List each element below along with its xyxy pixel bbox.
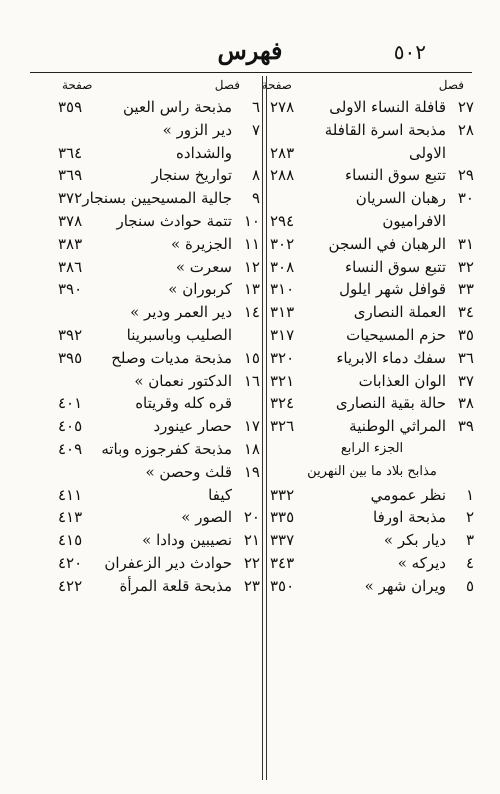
toc-entry-title: « دير الزور <box>162 120 232 139</box>
toc-entry <box>58 301 260 324</box>
toc-entry <box>58 506 260 529</box>
toc-entry-title: « ويران شهر <box>364 576 446 595</box>
toc-page-number: ٤٢٠ <box>58 553 83 572</box>
toc-entry-title: كيفا <box>208 485 232 504</box>
toc-entry <box>58 415 260 438</box>
toc-entry <box>58 233 260 256</box>
left-section-header: فصل <box>214 78 240 92</box>
toc-entry-title: « الجزيرة <box>171 234 232 253</box>
toc-heading: مذابح بلاد ما بين النهرين <box>307 463 437 479</box>
toc-page-number: ٣٣٥ <box>270 508 295 527</box>
toc-entry <box>58 529 260 552</box>
left-page-header: صفحة <box>62 78 93 92</box>
toc-entry <box>270 301 474 324</box>
toc-entry <box>270 187 474 210</box>
toc-page-number: ٣٥٠ <box>270 576 295 595</box>
toc-entry <box>270 96 474 119</box>
toc-page-number: ٤١٣ <box>58 508 83 527</box>
toc-page-number: ٣٣٧ <box>270 531 295 550</box>
toc-entry-title: مذبحة اسرة القافلة <box>324 120 446 139</box>
toc-section-number: ٣ <box>465 531 474 550</box>
toc-page-number: ٢٨٣ <box>270 143 295 162</box>
toc-entry-title: الاولى <box>408 143 446 162</box>
toc-entry <box>270 119 474 142</box>
header-rule <box>30 72 472 73</box>
toc-section-number: ٤ <box>465 553 474 572</box>
toc-entry-title: « سعرت <box>175 257 232 276</box>
toc-entry <box>270 461 474 484</box>
toc-page-number: ٣٢٠ <box>270 348 295 367</box>
toc-page-number: ٣٧٢ <box>58 189 83 208</box>
toc-page-number: ٣٨٦ <box>58 257 83 276</box>
toc-page-number: ٣١٣ <box>270 303 295 322</box>
toc-section-number: ١ <box>465 485 474 504</box>
toc-page-number: ٣٣٢ <box>270 485 295 504</box>
toc-entry-title: مذبحة كفرجوزه وباته <box>101 439 232 458</box>
toc-entry <box>270 415 474 438</box>
column-divider <box>262 76 263 780</box>
toc-entry-title: قره كله وقريتاه <box>135 394 232 413</box>
toc-entry <box>58 370 260 393</box>
right-toc-column <box>270 96 474 598</box>
toc-entry-title: « قلث وحصن <box>145 462 232 481</box>
toc-entry-title: « دير العمر ودير <box>130 303 232 322</box>
toc-entry <box>58 461 260 484</box>
toc-section-number: ٣٣ <box>457 280 474 299</box>
toc-entry <box>58 575 260 598</box>
toc-page-number: ٣٩٢ <box>58 325 83 344</box>
toc-section-number: ١٩ <box>243 462 260 481</box>
toc-page-number: ٣٥٩ <box>58 98 83 116</box>
toc-entry-title: والشداده <box>176 143 232 162</box>
toc-section-number: ١٥ <box>243 348 260 367</box>
toc-section-number: ٣٦ <box>457 348 474 367</box>
toc-section-number: ٣٤ <box>457 303 474 322</box>
right-page-header: صفحة <box>261 78 292 92</box>
toc-page-number: ٢٩٤ <box>270 211 295 230</box>
toc-entry-title: مذبحة اورفا <box>373 508 446 527</box>
toc-section-number: ٢٣ <box>243 576 260 595</box>
toc-section-number: ٢٠ <box>243 508 260 527</box>
toc-page-number: ٣٢٤ <box>270 394 295 413</box>
toc-section-number: ١٢ <box>243 257 260 276</box>
toc-entry <box>270 392 474 415</box>
toc-entry <box>58 324 260 347</box>
toc-entry-title: مذبحة قلعة المرأة <box>119 576 232 595</box>
toc-section-number: ٦ <box>251 98 260 116</box>
toc-entry-title: الرهبان في السجن <box>328 234 446 253</box>
toc-entry <box>270 210 474 233</box>
toc-page-number: ٣١٠ <box>270 280 295 299</box>
toc-entry-title: رهبان السريان <box>355 189 446 208</box>
toc-entry <box>270 164 474 187</box>
toc-entry <box>58 164 260 187</box>
toc-entry-title: تتمة حوادث سنجار <box>116 211 232 230</box>
toc-page-number: ٣٩٠ <box>58 280 83 299</box>
toc-section-number: ١٤ <box>243 303 260 322</box>
toc-page-number: ٣٤٣ <box>270 553 295 572</box>
toc-entry <box>58 552 260 575</box>
toc-section-number: ٣٢ <box>457 257 474 276</box>
toc-entry <box>58 278 260 301</box>
toc-section-number: ١٧ <box>243 417 260 436</box>
toc-section-number: ٢٩ <box>457 166 474 185</box>
toc-entry <box>58 438 260 461</box>
toc-entry <box>58 484 260 507</box>
toc-entry-title: نظر عمومي <box>370 485 446 504</box>
toc-page-number: ٣٦٤ <box>58 143 83 162</box>
toc-section-number: ٣٠ <box>457 189 474 208</box>
toc-section-number: ٢٢ <box>243 553 260 572</box>
toc-entry <box>270 370 474 393</box>
toc-entry-title: سفك دماء الابرياء <box>336 348 446 367</box>
toc-section-number: ١٠ <box>243 211 260 230</box>
toc-section-number: ٢١ <box>243 531 260 550</box>
toc-page-number: ٢٧٨ <box>270 98 295 116</box>
toc-entry <box>270 552 474 575</box>
toc-page-number: ٣٩٥ <box>58 348 83 367</box>
toc-entry-title: الافراميون <box>382 211 446 230</box>
toc-page-number: ٣٧٨ <box>58 211 83 230</box>
toc-entry <box>270 233 474 256</box>
toc-section-number: ٢٨ <box>457 120 474 139</box>
toc-entry-title: الصليب وباسبرينا <box>126 325 232 344</box>
toc-page-number: ٣٢١ <box>270 371 295 390</box>
toc-entry-title: المراثي الوطنية <box>349 417 446 436</box>
column-divider-inner <box>266 76 267 780</box>
page-header <box>36 36 464 70</box>
toc-entry-title: مذبحة مديات وصلح <box>111 348 232 367</box>
toc-entry <box>270 506 474 529</box>
toc-page-number: ٣٠٢ <box>270 234 295 253</box>
toc-section-number: ٣٥ <box>457 325 474 344</box>
toc-entry-title: الوان العذابات <box>358 371 446 390</box>
toc-section-number: ٧ <box>251 120 260 139</box>
toc-page-number: ٣٨٣ <box>58 234 83 253</box>
toc-entry <box>270 278 474 301</box>
toc-entry <box>270 529 474 552</box>
toc-entry-title: « نصيبين ودادا <box>142 531 232 550</box>
toc-entry-title: مذبحة راس العين <box>123 98 232 116</box>
toc-entry <box>270 324 474 347</box>
toc-entry-title: تتبع سوق النساء <box>345 257 446 276</box>
toc-entry-title: « كربوران <box>168 280 232 299</box>
toc-entry <box>58 96 260 119</box>
toc-page-number: ٢٨٨ <box>270 166 295 185</box>
toc-page-number: ٤١٥ <box>58 531 83 550</box>
toc-entry-title: تواريخ سنجار <box>151 166 232 185</box>
toc-page-number: ٤٢٢ <box>58 576 83 595</box>
toc-entry <box>270 438 474 461</box>
toc-entry-title: حالة بقية النصارى <box>335 394 446 413</box>
toc-entry-title: العملة النصارى <box>353 303 446 322</box>
toc-page-number: ٤١١ <box>58 485 83 504</box>
toc-section-number: ٣٨ <box>457 394 474 413</box>
toc-entry-title: حوادث دير الزعفران <box>104 553 232 572</box>
toc-entry <box>58 347 260 370</box>
toc-entry-title: « ديار بكر <box>383 531 446 550</box>
toc-entry <box>270 347 474 370</box>
toc-entry-title: قوافل شهر ايلول <box>339 280 446 299</box>
toc-entry <box>270 142 474 165</box>
toc-section-number: ٣١ <box>457 234 474 253</box>
toc-entry <box>58 187 260 210</box>
toc-entry <box>58 119 260 142</box>
toc-entry <box>270 484 474 507</box>
toc-section-number: ١٨ <box>243 439 260 458</box>
toc-page-number: ٤٠٩ <box>58 439 83 458</box>
toc-section-number: ٣٩ <box>457 417 474 436</box>
toc-section-number: ١١ <box>243 234 260 253</box>
toc-entry-title: « الدكتور نعمان <box>134 371 232 390</box>
toc-entry-title: حصار عينورد <box>153 417 232 436</box>
page-title: فهرس <box>217 36 283 65</box>
toc-entry-title: جالية المسيحيين بسنجار <box>82 189 232 208</box>
toc-page-number: ٣٦٩ <box>58 166 83 185</box>
toc-entry <box>58 392 260 415</box>
toc-section-number: ٩ <box>251 189 260 208</box>
toc-section-number: ١٣ <box>243 280 260 299</box>
toc-entry <box>270 575 474 598</box>
toc-entry-title: حزم المسيحيات <box>346 325 446 344</box>
toc-entry-title: تتبع سوق النساء <box>345 166 446 185</box>
page-number: ٥٠٢ <box>393 40 426 64</box>
toc-section-number: ٨ <box>251 166 260 185</box>
toc-entry-title: قافلة النساء الاولى <box>329 98 446 116</box>
toc-section-number: ٣٧ <box>457 371 474 390</box>
toc-section-number: ٢٧ <box>457 98 474 116</box>
toc-heading: الجزء الرابع <box>340 440 404 456</box>
toc-entry <box>58 142 260 165</box>
toc-page-number: ٤٠١ <box>58 394 83 413</box>
toc-entry-title: « الصور <box>181 508 232 527</box>
toc-entry <box>270 256 474 279</box>
toc-page-number: ٤٠٥ <box>58 417 83 436</box>
toc-entry <box>58 210 260 233</box>
toc-page-number: ٣٢٦ <box>270 417 295 436</box>
toc-page-number: ٣٠٨ <box>270 257 295 276</box>
toc-section-number: ٢ <box>465 508 474 527</box>
toc-page-number: ٣١٧ <box>270 325 295 344</box>
toc-entry <box>58 256 260 279</box>
toc-section-number: ٥ <box>465 576 474 595</box>
toc-entry-title: « ديركه <box>397 553 446 572</box>
right-section-header: فصل <box>438 78 464 92</box>
left-toc-column <box>58 96 260 598</box>
toc-section-number: ١٦ <box>243 371 260 390</box>
